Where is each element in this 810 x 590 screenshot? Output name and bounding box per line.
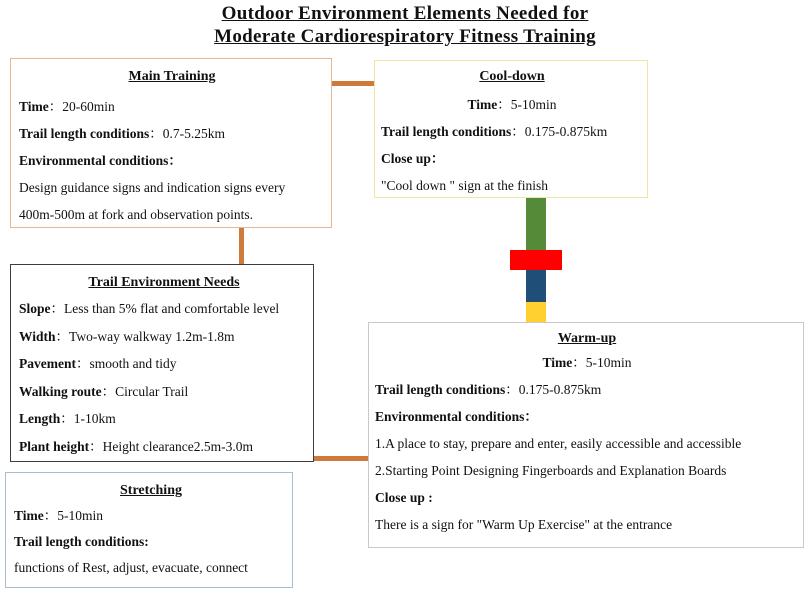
- color-bar-yellow: [526, 302, 546, 322]
- stretching-trail-label: Trail length conditions:: [14, 534, 149, 549]
- title-line-1: Outdoor Environment Elements Needed for: [221, 3, 589, 24]
- trail-plant-height: Plant height：Height clearance2.5m-3.0m: [19, 438, 253, 454]
- trail-width: Width：Two-way walkway 1.2m-1.8m: [19, 328, 235, 344]
- warm-up-trail-length: Trail length conditions：0.175-0.875km: [375, 382, 602, 397]
- main-training-env-text-2: 400m-500m at fork and observation points.: [19, 207, 253, 222]
- connector-trail-warmup: [314, 456, 368, 461]
- trail-pavement: Pavement：smooth and tidy: [19, 356, 177, 371]
- main-training-env-text-1: Design guidance signs and indication signs every: [19, 180, 286, 195]
- trail-environment-heading: Trail Environment Needs: [88, 275, 240, 290]
- trail-walking-route: Walking route：Circular Trail: [19, 383, 189, 399]
- cool-down-trail-length: Trail length conditions：0.175-0.875km: [381, 124, 608, 139]
- warm-up-env-item-1: 1.A place to stay, prepare and enter, easily accessible and accessible: [375, 436, 742, 451]
- cool-down-heading: Cool-down: [479, 69, 545, 84]
- stretching-heading: Stretching: [120, 483, 182, 498]
- trail-slope: Slope：Less than 5% flat and comfortable level: [19, 301, 280, 316]
- main-training-box: [10, 58, 332, 228]
- warm-up-close-label: Close up :: [375, 490, 433, 505]
- warm-up-box: [368, 322, 804, 548]
- warm-up-close-text: There is a sign for "Warm Up Exercise" at the entrance: [375, 517, 673, 532]
- main-training-env-label: Environmental conditions：: [19, 153, 182, 168]
- color-bar-blue: [526, 270, 546, 302]
- main-training-heading: Main Training: [128, 69, 216, 84]
- cool-down-time: Time：5-10min: [467, 97, 557, 112]
- main-training-time: Time：20-60min: [19, 99, 115, 114]
- color-bar-green: [526, 198, 546, 250]
- trail-length: Length：1-10km: [19, 411, 116, 426]
- diagram-title: [0, 2, 810, 48]
- stretching-trail-text: functions of Rest, adjust, evacuate, connect: [14, 560, 248, 575]
- main-training-trail-length: Trail length conditions：0.7-5.25km: [19, 126, 226, 141]
- stretching-box: [5, 472, 293, 588]
- title-line-2: Moderate Cardiorespiratory Fitness Training: [214, 26, 596, 47]
- warm-up-env-label: Environmental conditions：: [375, 409, 538, 424]
- trail-environment-box: [10, 264, 314, 462]
- color-bar-red: [510, 250, 562, 270]
- warm-up-heading: Warm-up: [557, 331, 617, 346]
- cool-down-close-label: Close up：: [381, 151, 445, 166]
- cool-down-close-text: "Cool down " sign at the finish: [381, 178, 549, 193]
- cool-down-box: [374, 60, 648, 198]
- warm-up-time: Time：5-10min: [542, 355, 632, 370]
- warm-up-env-item-2: 2.Starting Point Designing Fingerboards and Explanation Boards: [375, 463, 727, 478]
- stretching-time: Time：5-10min: [14, 508, 103, 523]
- connector-main-trail: [239, 228, 244, 264]
- connector-main-cooldown: [332, 81, 374, 86]
